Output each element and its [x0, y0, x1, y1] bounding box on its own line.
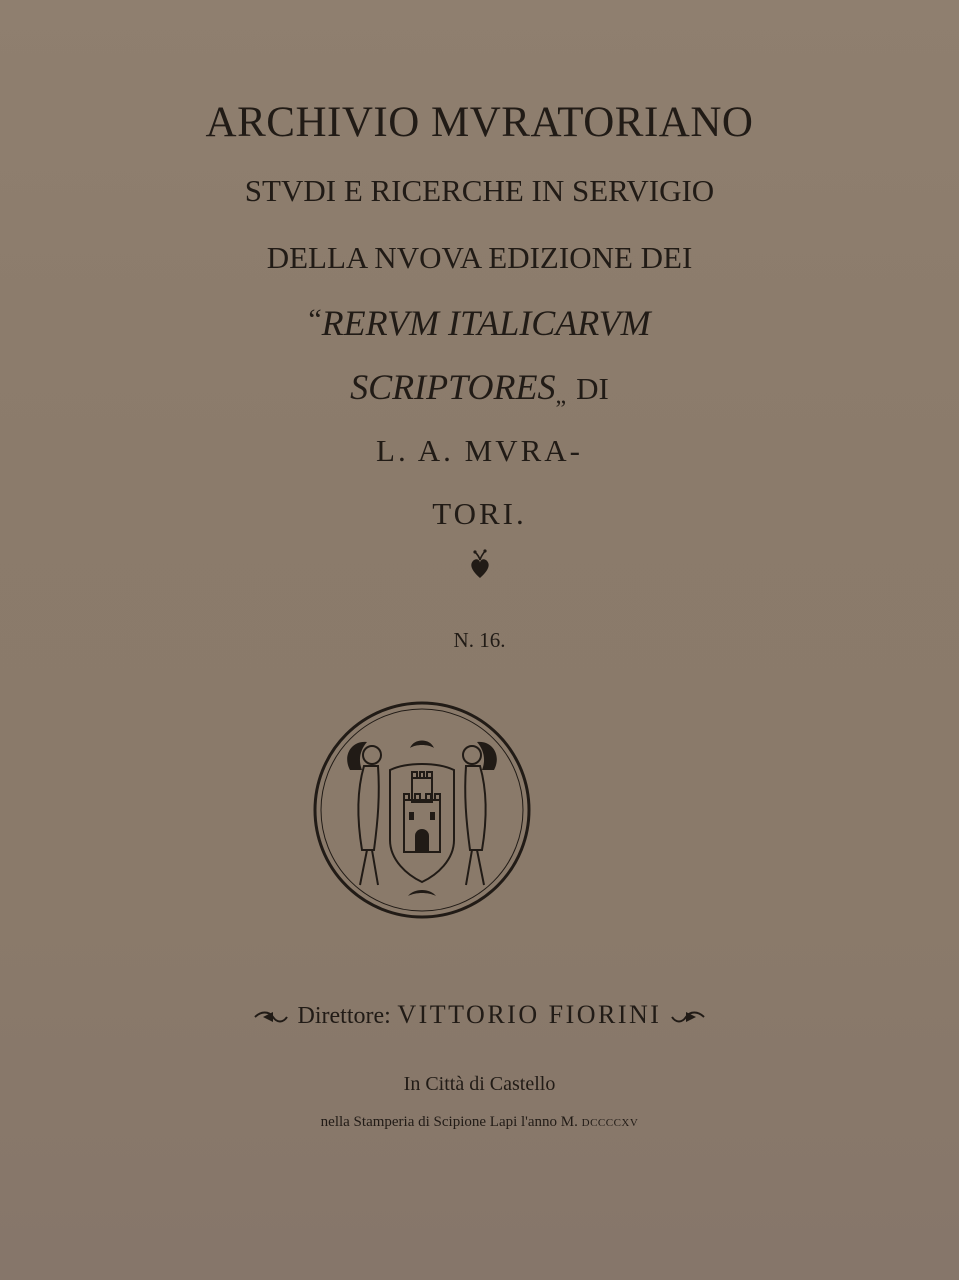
italic-title-line-1: [0, 302, 959, 344]
italic-title-text-2: SCRIPTORES: [350, 367, 556, 407]
di-word: DI: [576, 371, 609, 406]
printer-year: DCCCCXV: [581, 1117, 639, 1129]
issue-number: N. 16.: [453, 628, 506, 652]
subtitle-line-1: STVDI E RICERCHE IN SERVIGIO: [244, 173, 715, 208]
author-line-1: L. A. MVRA-: [376, 433, 583, 468]
author-line-2: TORI.: [432, 496, 527, 531]
place-of-publication: In Città di Castello: [403, 1073, 556, 1095]
journal-title: ARCHIVIO MVRATORIANO: [205, 99, 754, 146]
close-quote: „: [555, 383, 567, 409]
printer-text: nella Stamperia di Scipione Lapi l'anno M.: [320, 1114, 578, 1130]
printer-line: [0, 1114, 959, 1131]
left-flourish-icon: [253, 1008, 291, 1026]
italic-title-text-1: RERVM ITALICARVM: [321, 303, 651, 343]
castle-seal-icon: [312, 700, 532, 920]
italic-title-line-2: [0, 366, 959, 410]
open-quote: “: [308, 303, 322, 336]
subtitle-line-2: DELLA NVOVA EDIZIONE DEI: [266, 240, 693, 275]
director-name: VITTORIO FIORINI: [397, 1000, 662, 1029]
director-line: [0, 1000, 959, 1030]
leaf-ornament-icon: [0, 548, 959, 578]
right-flourish-icon: [668, 1008, 706, 1026]
director-label: Direttore:: [297, 1003, 391, 1029]
